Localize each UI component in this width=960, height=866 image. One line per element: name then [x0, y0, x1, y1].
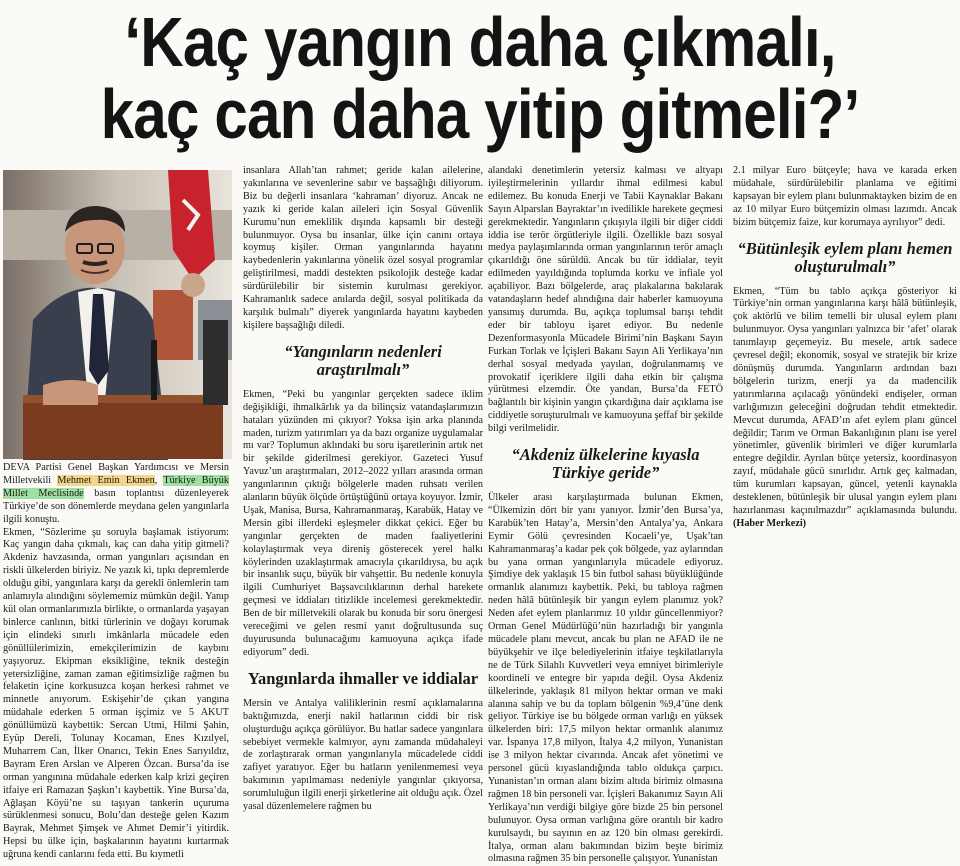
speaker-at-podium-photo: [3, 170, 232, 459]
highlighted-institution: Türkiye Büyük Millet Meclisinde: [3, 474, 229, 499]
subheading: “Akdeniz ülkelerine kıyasla Türkiye geride”: [511, 445, 700, 483]
intro-text: DEVA Partisi Genel Başkan Yardımcısı ve Mersin Milletvekili: [3, 462, 229, 486]
intro-text-end: basın toplantısı düzenleyerek Türkiye’de son dönemlerde meydana gelen yangınlarla ilgili konuştu.: [3, 487, 229, 525]
paragraph: 2.1 milyar Euro bütçeyle; hava ve karada erken müdahale, sürdürülebilir planlama ve eğitimi kapsayan bir eylem planı bulunmaktayken bizim de en az 10 milyar Euro bütçemizin olması lazımdı. Ancak bizim bütçemiz faize, kur korumaya ayrılıyor” dedi.: [733, 165, 957, 228]
paragraph: alandaki denetimlerin yetersiz kalması ve altyapı iyileştirmelerinin yıllardır ihmal edilmesi kabul edilemez. Bu konuda Enerji ve Tabii Kaynaklar Bakanı Sayın Alparslan Bayraktar’ın ivedilikle harekete geçmesi gerekmektedir. Yangınların çıkışıyla ilgili bir diğer ciddi iddia ise terör örgütleriyle ilgili. Özellikle bazı sosyal medya paylaşımlarında orman yangınlarının terör amaçlı çıkarıldığı öne sürüldü. Ancak bu tür iddialar, teyit edilmeden yayıldığında toplumda korku ve infiale yol açabiliyor. Bazı bölgelerde, araç plakalarına bakılarak vatandaşların hedef alındığına dair haberler kamuoyuna yansımış durumda. Bu, açıkça toplumsal barışı tehdit eder bir tabloyu işaret ediyor. Bu nedenle Dezenformasyonla Mücadele Birimi’nin Başkanı Sayın Furkan Torlak ve İçişleri Bakanı Sayın Ali Yerlikaya’nın derhal sosyal medyada yayılan, doğrulanmamış ve provokatif içeriklere ilgili daha etkin bir çalışma yürütmesi elzemdir. Öte yandan, Bursa’da FETÖ bağlantılı bir kişinin yangın çıkardığına dair açıklama ise ciddiyetle soruşturulmalı ve kamuoyuna şeffaf bir şekilde bilgi verilmelidir.: [488, 165, 723, 435]
photo-illustration: [3, 170, 232, 459]
subheading: “Bütünleşik eylem planı hemen oluşturulmalı”: [737, 238, 953, 276]
headline-line-1: ‘Kaç yangın daha çıkmalı,: [124, 3, 836, 81]
paragraph: [733, 286, 957, 531]
intro-separator: ,: [154, 474, 164, 486]
byline: (Haber Merkezi): [733, 517, 807, 529]
headline-line-2: kaç can daha yitip gitmeli?’: [100, 75, 860, 153]
subheading: “Yangınların nedenleri araştırılmalı”: [284, 341, 442, 379]
article-column-1: [3, 462, 229, 861]
highlighted-name: Mehmet Emin Ekmen: [57, 474, 155, 486]
closing-text: Ekmen, “Tüm bu tablo açıkça gösteriyor ki Türkiye’nin orman yangınlarına karşı hâlâ bütünleşik, çok aktörlü ve bilim temelli bir ulusal eylem planı bulunmuyor. Oysa yangınları yalnızca bir ‘afet’ olarak tanımlayıp geçemeyiz. Bu mesele, artık sadece çevresel değil; ekonomik, sosyal ve stratejik bir krize dönüşmüş durumda. Yangınların ardından bazı bölgelerin turizm, enerji ya da madencilik yatırımlarına açılacağı yönündeki endişeler, orman varlığımızın geleceğini doğrudan tehdit etmektedir. Mevcut durumda, AFAD’ın afet eylem planı güncel değildir; Tarım ve Orman Bakanlığının planı ise yerel yönetimler, güvenlik birimleri ve diğer kurumlarla entegre değildir. Ayrılan bütçe yetersiz, koordinasyon zayıf, müdahale gücü sınırlıdır. Artık geç kalmadan, tüm kurumları kapsayan, güncel, yetenli kaynakla desteklenen, bütünleşik bir ulusal yangın eylem planı hazırlanması kaçınılmazdır” açıklamasında bulundu.: [733, 285, 957, 516]
intro-paragraph: [3, 462, 229, 527]
headline: [0, 0, 960, 163]
article-column-3: [488, 165, 723, 865]
paragraph: insanlara Allah’tan rahmet; geride kalan ailelerine, yakınlarına ve sevenlerine sabır ve başsağlığı diliyorum. Biz bu değerli insanlara ‘kahraman’ diyoruz. Ancak ne yazık ki geride kalan aileleri için Sosyal Güvenlik Kurumu’nun emeklilik dışında kapsamlı bir desteği bulunmuyor. Oysa bu insanlar, ülke için canını ortaya koymuş kişiler. Orman yangınlarında hayatını kaybedenlerin yakınlarına yönelik özel sosyal programlar geliştirilmesi, maddi destekten psikolojik desteğe kadar sürdürülebilir bir sistemin kurulması gerekiyor. Kahramanlık sadece anılarda değil, sosyal politikada da karşılık bulmalı” diyerek yangınlarda hayatını kaybeden kişilere başsağlığı diledi.: [243, 165, 483, 331]
article-column-4: [733, 165, 957, 529]
paragraph: Ekmen, “Sözlerime şu soruyla başlamak istiyorum: Kaç yangın daha çıkmalı, kaç can daha yitip gitmeli? Akdeniz havzasında, orman yangınları açısından en riskli ülkelerden biriyiz. Ne yazık ki, tıpkı depremlerde olduğu gibi, yangınlara karşı da gerekli önlemlerin tam anlamıyla alındığını söylememiz mümkün değil. Yanıp kül olan ormanlarımızla birlikte, o ormanlarda yaşayan binlerce canlının, bitki türlerinin ve doğayı korumak için elindeki sınırlı imkânlarla mücadele eden gönüllülerimizin, emekçilerimizin de kaybını yaşıyoruz. Ekipman eksikliğine, teknik desteğin yetersizliğine, zaman zaman eğitimsizliğe rağmen bu felaketin içine korkusuzca koşan herkesi rahmet ve minnetle anıyorum. Eskişehir’de çıkan yangına müdahale ederken 5 orman işçimiz ve 5 AKUT gönüllümüzü kaybettik: Sercan Utmi, Hilmi Şahin, Eyüp Dereli, Tolunay Kocaman, Enes Kızılyel, Muharrem Can, İlker Onarıcı, Tekin Enes Sarıyıldız, Bayram Eren Arslan ve Alperen Özcan. Bursa’da ise orman yangınına müdahale ederken kalp krizi geçiren itfaiye eri Ramazan Şaşkın’ı kaybettik. Yine Bursa’da, Ağlaşan Köyü’ne su taşıyan tankerin uçuruma sürüklenmesi sonucu, Bolu’dan desteğe gelen Kazım Bayrak, Mehmet Şimşek ve Ahmet Demir’i yitirdik. Hepsi bu ülke için, başkalarının hayatını kurtarmak uğruna kendi canlarını feda etti. Bu kıymetli: [3, 526, 229, 861]
paragraph: Mersin ve Antalya valiliklerinin resmî açıklamalarına baktığımızda, enerji nakil hatlarının ciddi bir risk oluşturduğu açıkça görülüyor. Bu hatlar sadece yangınlara sebebiyet vermekle kalmıyor, aynı zamanda müdahaleyi de zorlaştırarak orman yangınlarıyla mücadelede ciddi zafiyet yaratıyor. Eğer bu hatların yenilenmemesi veya bakımının yapılmaması nedeniyle yangınlar çıkıyorsa, sorumluluğun ilgili enerji şirketlerine ait olduğu açık. Özel yasal düzenlemelere rağmen bu: [243, 697, 483, 813]
subheading: Yangınlarda ihmaller ve iddialar: [247, 668, 479, 688]
article-column-2: [243, 165, 483, 815]
paragraph: Ülkeler arası karşılaştırmada bulunan Ekmen, “Ülkemizin dört bir yanı yanıyor. İzmir’den Bursa’ya, Karabük’ten Hatay’a, Mersin’den Antalya’ya, Ankara Eymir Gölü çevresinden Kocaeli’ye, Uşak’tan Kahramanmaraş’a kadar pek çok bölgede, yaz aylarından bu yana orman yangınlarıyla mücadele ediyoruz. Şimdiye dek yaklaşık 15 bin futbol sahası büyüklüğünde ormanlık alanımızı kaybettik. Peki, bu tabloya rağmen neden hâlâ bütünleşik bir yangın eylem planımız yok? Neden afet eylem planlarımız 10 yıldır güncellenmiyor? Orman Genel Müdürlüğü’nün hazırladığı bir yangınla mücadele planı mevcut, ancak bu plan ne AFAD ile ne büyükşehir ve ilçe belediyelerinin itfaiye teşkilatlarıyla ne de Türk Silahlı Kuvvetleri veya emniyet birimleriyle koordineli ve entegre bir yapıda değil. Oysa Akdeniz ülkelerinde, yaklaşık 81 milyon hektar orman ve maki alanına sahip ve bu da toplam bölgenin %9,4’üne denk geliyor. Türkiye ise bu bölgede orman varlığı en yüksek ülkelerden biri: 17,5 milyon hektar ormanlık alanımız var. İspanya 17,8 milyon, İtalya 4,2 milyon, Yunanistan ise 3 milyon hektar civarında. Ancak afet yönetimi ve personel gücü kıyaslandığında tablo oldukça çarpıcı. Yunanistan’ın orman alanı bizim altıda birimiz olmasına rağmen 18 bin personeli var. İçişleri Bakanımız Sayın Ali Yerlikaya’nın verdiği bilgiye göre bizde 25 bin personel bulunuyor. Oysa orman varlığına göre orantılı bir kadro kurulsaydı, bu sayının en az 120 bin olması gerekirdi. İtalya, orman alanı bakımından bizim beşte birimiz olmasına rağmen 35 bin personelle çalışıyor. Yunanistan: [488, 492, 723, 865]
paragraph: Ekmen, “Peki bu yangınlar gerçekten sadece iklim değişikliği, ihmalkârlık ya da bilinçsiz vatandaşlarımızın hataları yüzünden mi çıkıyor? Yoksa işin arka planında maden, turizm yatırımları ya da bazı organize uygulamalar mı var? Toplumun aklındaki bu soru işaretlerinin artık net bir şekilde giderilmesi gerekiyor. Gazeteci Yusuf Yavuz’un araştırmaları, 2012–2022 yılları arasında orman yangınlarının çıktığı bölgelerle maden ruhsatı verilen alanların büyük ölçüde örtüştüğünü ortaya koyuyor. İzmir, Uşak, Manisa, Bursa, Kahramanmaraş, Karabük, Hatay ve Mersin gibi illerdeki eşleşmeler dikkat çekici. Eğer bu yangınlar gerçekten de maden faaliyetlerini kolaylaştırmak veya direniş gösterecek yerel halkı köylerinden uzaklaştırmak amacıyla çıkarıldıysa, bu açık bir insanlık suçu, büyük bir vahşettir. Bu nedenle konuyla ilgili Cumhuriyet Başsavcılıklarının derhal harekete geçmesi ve iddiaları titizlikle incelemesi gerekmektedir. Ben de bir milletvekili olarak bu konuda bir soru önergesi vereceğimi ve gelen resmi yanıt doğrultusunda suç duyurusunda bulunacağımı kamuoyuna açıkça ifade ediyorum” dedi.: [243, 388, 483, 658]
